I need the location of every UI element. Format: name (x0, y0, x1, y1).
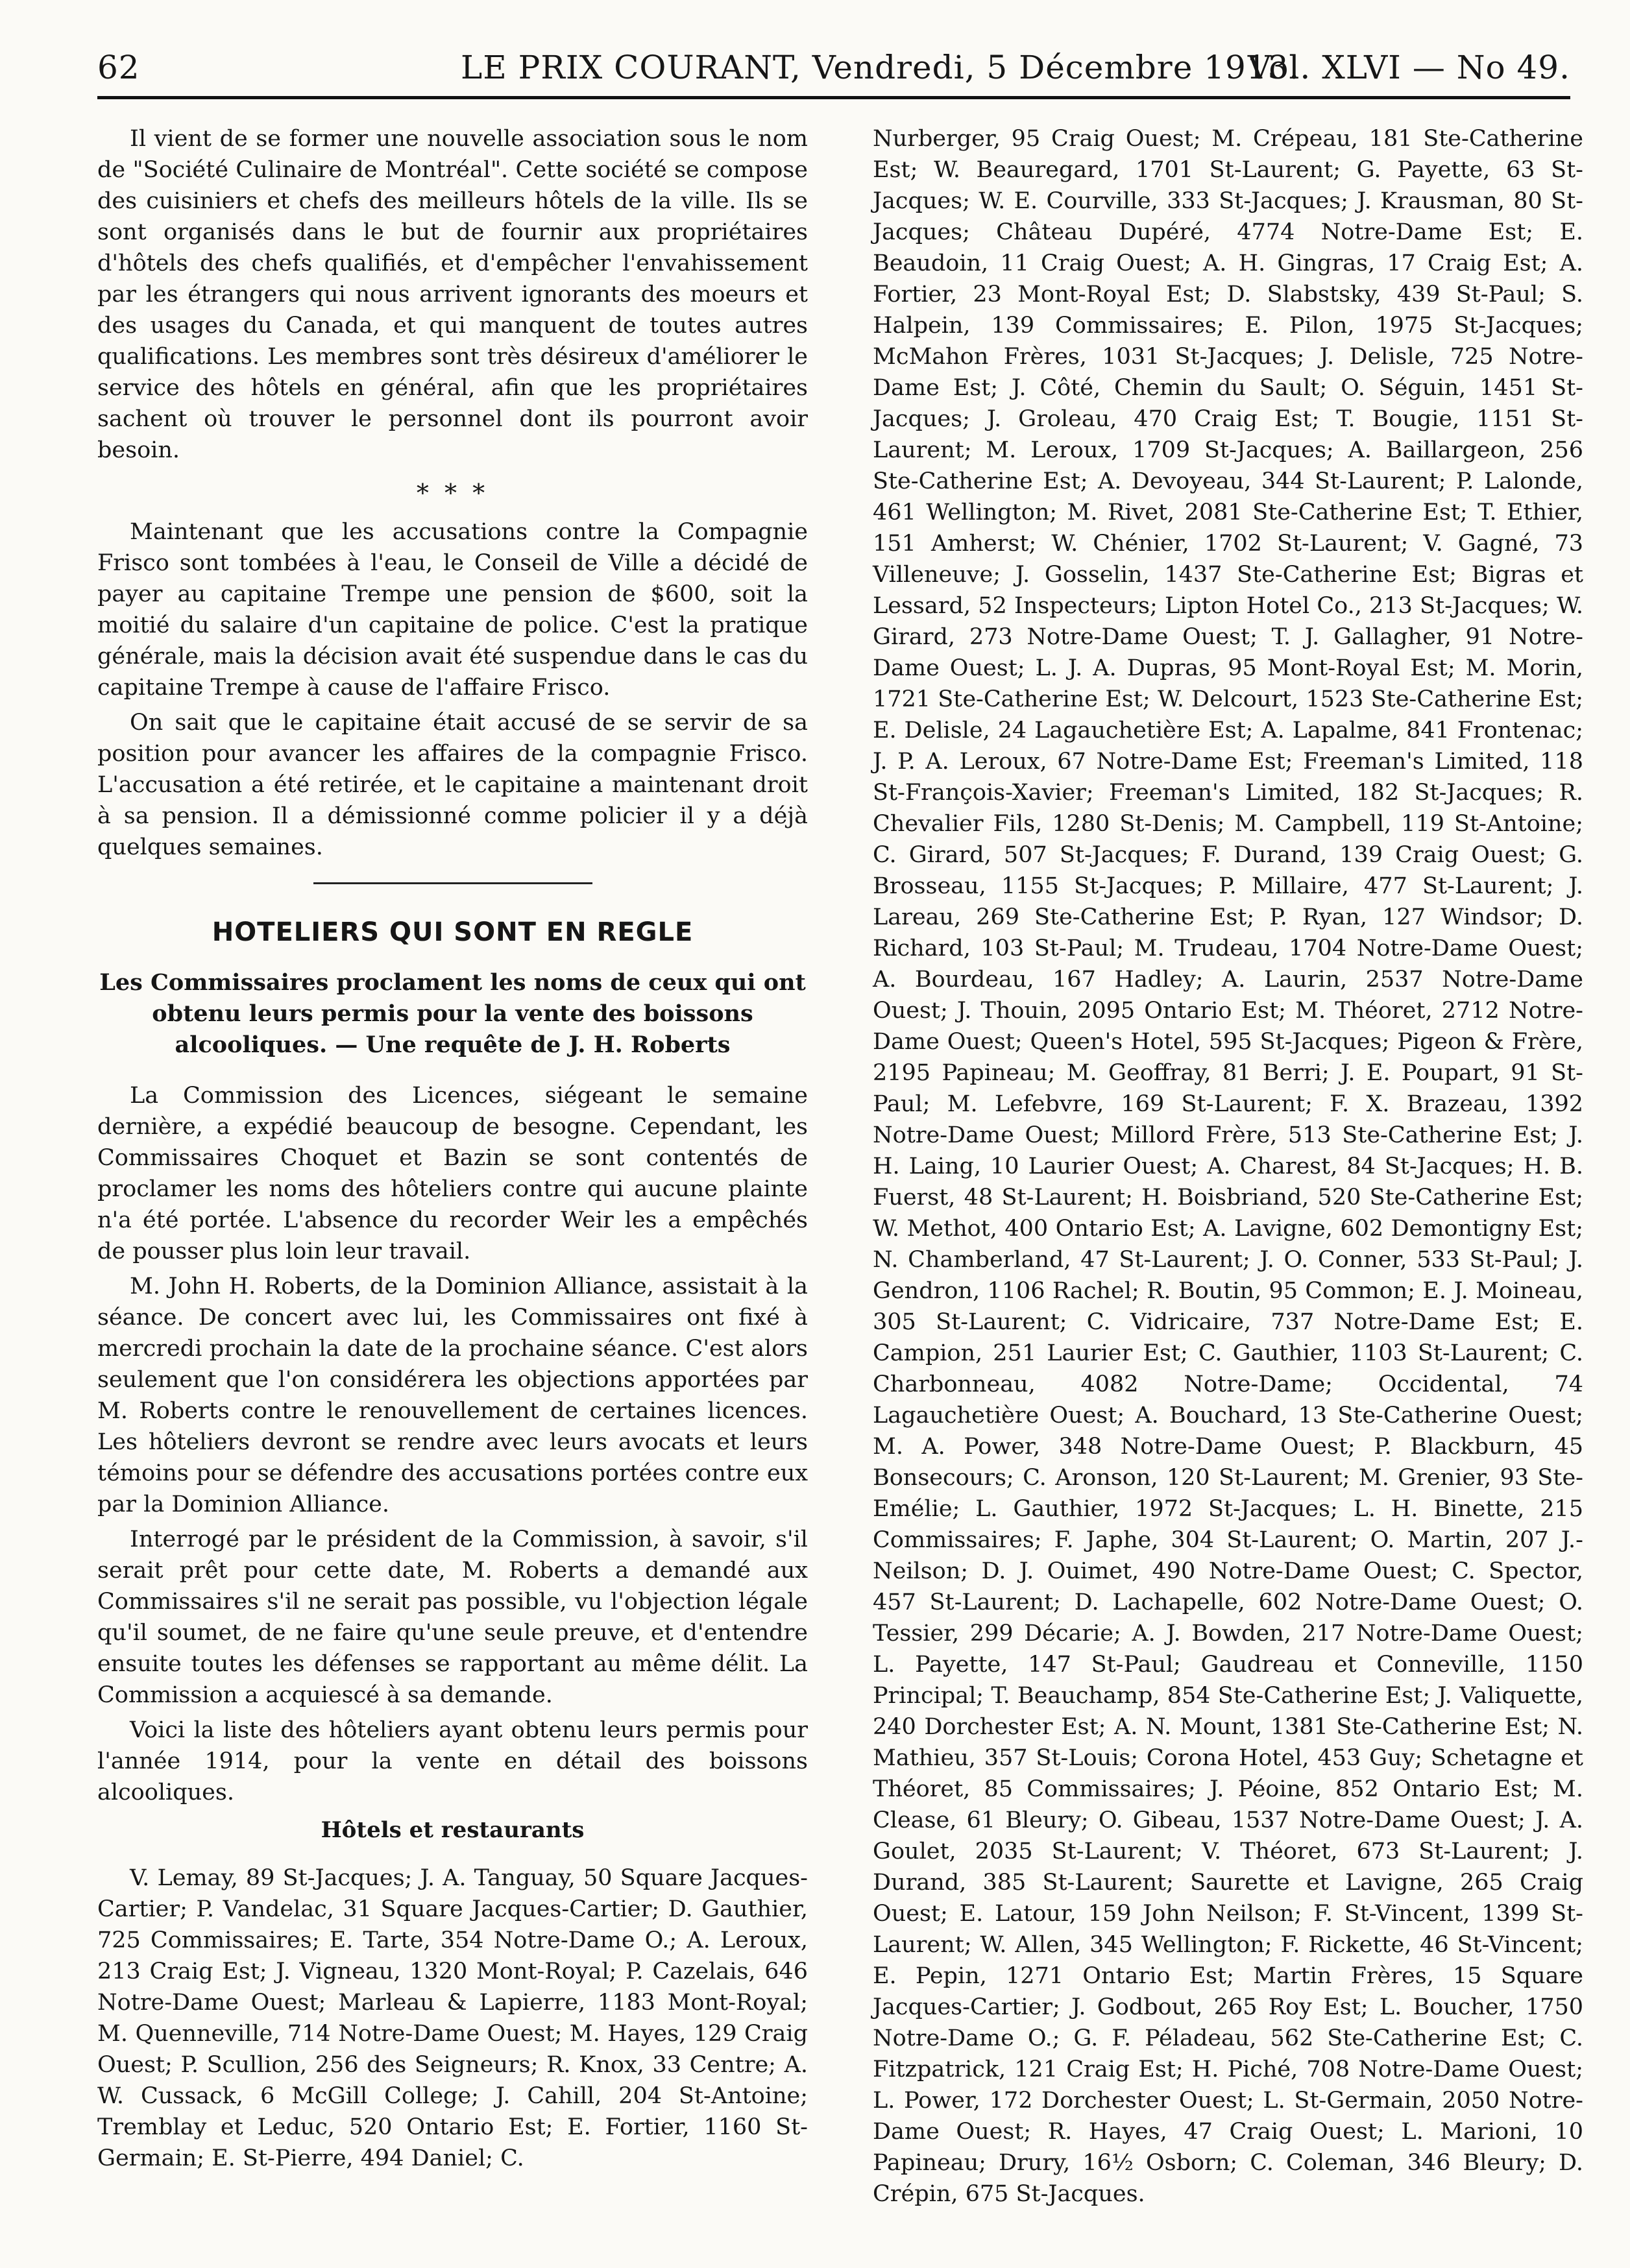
section-stars: * * * (416, 479, 489, 507)
article-paragraph: Il vient de se former une nouvelle association sous le nom de "Société Culinaire de Montréal". Cette société se compose des cuisiniers et chefs des meilleurs hôtels de la ville. Ils se sont organisés dans le but de fournir aux propriétaires d'hôtels des chefs qualifiés, et d'empêcher l'envahissement par les étrangers qui nous arrivent ignorants des moeurs et des usages du Canada, et qui manquent de toutes autres qualifications. Les membres sont très désireux d'améliorer le service des hôtels en général, afin que les propriétaires sachent où trouver le personnel dont ils pourront avoir besoin. (97, 126, 808, 463)
article-paragraph: Interrogé par le président de la Commission, à savoir, s'il serait prêt pour cette date, M. Roberts a demandé aux Commissaires s'il ne serait pas possible, vu l'objection légale qu'il soumet, de ne faire qu'une seule preuve, et d'entendre ensuite toutes les défenses se rapportant au même délit. La Commission a acquiescé à sa demande. (97, 1526, 808, 1708)
page-header (97, 49, 1570, 101)
header-rule (97, 96, 1570, 99)
article-paragraph: On sait que le capitaine était accusé de se servir de sa position pour avancer les affaires de la compagnie Frisco. L'accusation a été retirée, et le capitaine a maintenant droit à sa pension. Il a démissionné comme policier il y a déjà quelques semaines. (97, 710, 808, 860)
volume-number: Vol. XLVI — No 49. (1247, 49, 1570, 86)
hotel-list-part-1: V. Lemay, 89 St-Jacques; J. A. Tanguay, 50 Square Jacques-Cartier; P. Vandelac, 31 Square Jacques-Cartier; D. Gauthier, 725 Commissaires; E. Tarte, 354 Notre-Dame O.; A. Leroux, 213 Craig Est; J. Vigneau, 1320 Mont-Royal; P. Cazelais, 646 Notre-Dame Ouest; Marleau & Lapierre, 1183 Mont-Royal; M. Quenneville, 714 Notre-Dame Ouest; M. Hayes, 129 Craig Ouest; P. Scullion, 256 des Seigneurs; R. Knox, 33 Centre; A. W. Cussack, 6 McGill College; J. Cahill, 204 St-Antoine; Tremblay et Leduc, 520 Ontario Est; E. Fortier, 1160 St-Germain; E. St-Pierre, 494 Daniel; C. (97, 1865, 808, 2171)
left-column (97, 123, 808, 2178)
article-subheadline: Les Commissaires proclament les noms de ceux qui ont obtenu leurs permis pour la vente des boissons alcooliques. — Une requête de J. H. Roberts (99, 969, 806, 1058)
article-paragraph: Voici la liste des hôteliers ayant obtenu leurs permis pour l'année 1914, pour la vente en détail des boissons alcooliques. (97, 1717, 808, 1805)
article-paragraph: La Commission des Licences, siégeant le semaine dernière, a expédié beaucoup de besogne. Cependant, les Commissaires Choquet et Bazin se sont contentés de proclamer les noms des hôteliers contre qui aucune plainte n'a été portée. L'absence du recorder Weir les a empêchés de pousser plus loin leur travail. (97, 1083, 808, 1264)
hotel-list-part-2: Nurberger, 95 Craig Ouest; M. Crépeau, 181 Ste-Catherine Est; W. Beauregard, 1701 St-Laurent; G. Payette, 63 St-Jacques; W. E. Courville, 333 St-Jacques; J. Krausman, 80 St-Jacques; Château Dupéré, 4774 Notre-Dame Est; E. Beaudoin, 11 Craig Ouest; A. H. Gingras, 17 Craig Est; A. Fortier, 23 Mont-Royal Est; D. Slabstsky, 439 St-Paul; S. Halpein, 139 Commissaires; E. Pilon, 1975 St-Jacques; McMahon Frères, 1031 St-Jacques; J. Delisle, 725 Notre-Dame Est; J. Côté, Chemin du Sault; O. Séguin, 1451 St-Jacques; J. Groleau, 470 Craig Est; T. Bougie, 1151 St-Laurent; M. Leroux, 1709 St-Jacques; A. Baillargeon, 256 Ste-Catherine Est; A. Devoyeau, 344 St-Laurent; P. Lalonde, 461 Wellington; M. Rivet, 2081 Ste-Catherine Est; T. Ethier, 151 Amherst; W. Chénier, 1702 St-Laurent; V. Gagné, 73 Villeneuve; J. Gosselin, 1437 Ste-Catherine Est; Bigras et Lessard, 52 Inspecteurs; Lipton Hotel Co., 213 St-Jacques; W. Girard, 273 Notre-Dame Ouest; T. J. Gallagher, 91 Notre-Dame Ouest; L. J. A. Dupras, 95 Mont-Royal Est; M. Morin, 1721 Ste-Catherine Est; W. Delcourt, 1523 Ste-Catherine Est; E. Delisle, 24 Lagauchetière Est; A. Lapalme, 841 Frontenac; J. P. A. Leroux, 67 Notre-Dame Est; Freeman's Limited, 118 St-François-Xavier; Freeman's Limited, 182 St-Jacques; R. Chevalier Fils, 1280 St-Denis; M. Campbell, 119 St-Antoine; C. Girard, 507 St-Jacques; F. Durand, 139 Craig Ouest; G. Brosseau, 1155 St-Jacques; P. Millaire, 477 St-Laurent; J. Lareau, 269 Ste-Catherine Est; P. Ryan, 127 Windsor; D. Richard, 103 St-Paul; M. Trudeau, 1704 Notre-Dame Ouest; A. Bourdeau, 167 Hadley; A. Laurin, 2537 Notre-Dame Ouest; J. Thouin, 2095 Ontario Est; M. Théoret, 2712 Notre-Dame Ouest; Queen's Hotel, 595 St-Jacques; Pigeon & Frère, 2195 Papineau; M. Geoffray, 81 Berri; J. E. Poupart, 91 St-Paul; M. Lefebvre, 169 St-Laurent; F. X. Brazeau, 1392 Notre-Dame Ouest; Millord Frère, 513 Ste-Catherine Est; J. H. Laing, 10 Laurier Ouest; A. Charest, 84 St-Jacques; H. B. Fuerst, 48 St-Laurent; H. Boisbriand, 520 Ste-Catherine Est; W. Methot, 400 Ontario Est; A. Lavigne, 602 Demontigny Est; N. Chamberland, 47 St-Laurent; J. O. Conner, 533 St-Paul; J. Gendron, 1106 Rachel; R. Boutin, 95 Common; E. J. Moineau, 305 St-Laurent; C. Vidricaire, 737 Notre-Dame Est; E. Campion, 251 Laurier Est; C. Gauthier, 1103 St-Laurent; C. Charbonneau, 4082 Notre-Dame; Occidental, 74 Lagauchetière Ouest; A. Bouchard, 13 Ste-Catherine Ouest; M. A. Power, 348 Notre-Dame Ouest; P. Blackburn, 45 Bonsecours; C. Aronson, 120 St-Laurent; M. Grenier, 93 Ste-Emélie; L. Gauthier, 1972 St-Jacques; L. H. Binette, 215 Commissaires; F. Japhe, 304 St-Laurent; O. Martin, 207 J.-Neilson; D. J. Ouimet, 490 Notre-Dame Ouest; C. Spector, 457 St-Laurent; D. Lachapelle, 602 Notre-Dame Ouest; O. Tessier, 299 Décarie; A. J. Bowden, 217 Notre-Dame Ouest; L. Payette, 147 St-Paul; Gaudreau et Conneville, 1150 Principal; T. Beauchamp, 854 Ste-Catherine Est; J. Valiquette, 240 Dorchester Est; A. N. Mount, 1381 Ste-Catherine Est; N. Mathieu, 357 St-Louis; Corona Hotel, 453 Guy; Schetagne et Théoret, 85 Commissaires; J. Péoine, 852 Ontario Est; M. Clease, 61 Bleury; O. Gibeau, 1537 Notre-Dame Ouest; J. A. Goulet, 2035 St-Laurent; V. Théoret, 673 St-Laurent; J. Durand, 385 St-Laurent; Saurette et Lavigne, 265 Craig Ouest; E. Latour, 159 John Neilson; F. St-Vincent, 1399 St-Laurent; W. Allen, 345 Wellington; F. Rickette, 46 St-Vincent; E. Pepin, 1271 Ontario Est; Martin Frères, 15 Square Jacques-Cartier; J. Godbout, 265 Roy Est; L. Boucher, 1750 Notre-Dame O.; G. F. Péladeau, 562 Ste-Catherine Est; C. Fitzpatrick, 121 Craig Est; H. Piché, 708 Notre-Dame Ouest; L. Power, 172 Dorchester Ouest; L. St-Germain, 2050 Notre-Dame Ouest; R. Hayes, 47 Craig Ouest; L. Marioni, 10 Papineau; Drury, 16½ Osborn; C. Coleman, 346 Bleury; D. Crépin, 675 St-Jacques. (873, 126, 1583, 2207)
newspaper-title: LE PRIX COURANT, Vendredi, 5 Décembre 1913. (461, 49, 1300, 86)
right-column (873, 123, 1583, 2214)
section-divider (313, 882, 592, 884)
article-paragraph: Maintenant que les accusations contre la Compagnie Frisco sont tombées à l'eau, le Conseil de Ville a décidé de payer au capitaine Trempe une pension de $600, soit la moitié du salaire d'un capitaine de police. C'est la pratique générale, mais la décision avait été suspendue dans le cas du capitaine Trempe à cause de l'affaire Frisco. (97, 519, 808, 701)
article-paragraph: M. John H. Roberts, de la Dominion Alliance, assistait à la séance. De concert avec lui, les Commissaires ont fixé à mercredi prochain la date de la prochaine séance. C'est alors seulement que l'on considérera les objections apportées par M. Roberts contre le renouvellement de certaines licences. Les hôteliers devront se rendre avec leurs avocats et leurs témoins pour se défendre des accusations portées contre eux par la Dominion Alliance. (97, 1273, 808, 1517)
article-headline: HOTELIERS QUI SONT EN REGLE (212, 917, 694, 947)
list-section-title: Hôtels et restaurants (321, 1817, 585, 1843)
page-number: 62 (97, 49, 140, 86)
